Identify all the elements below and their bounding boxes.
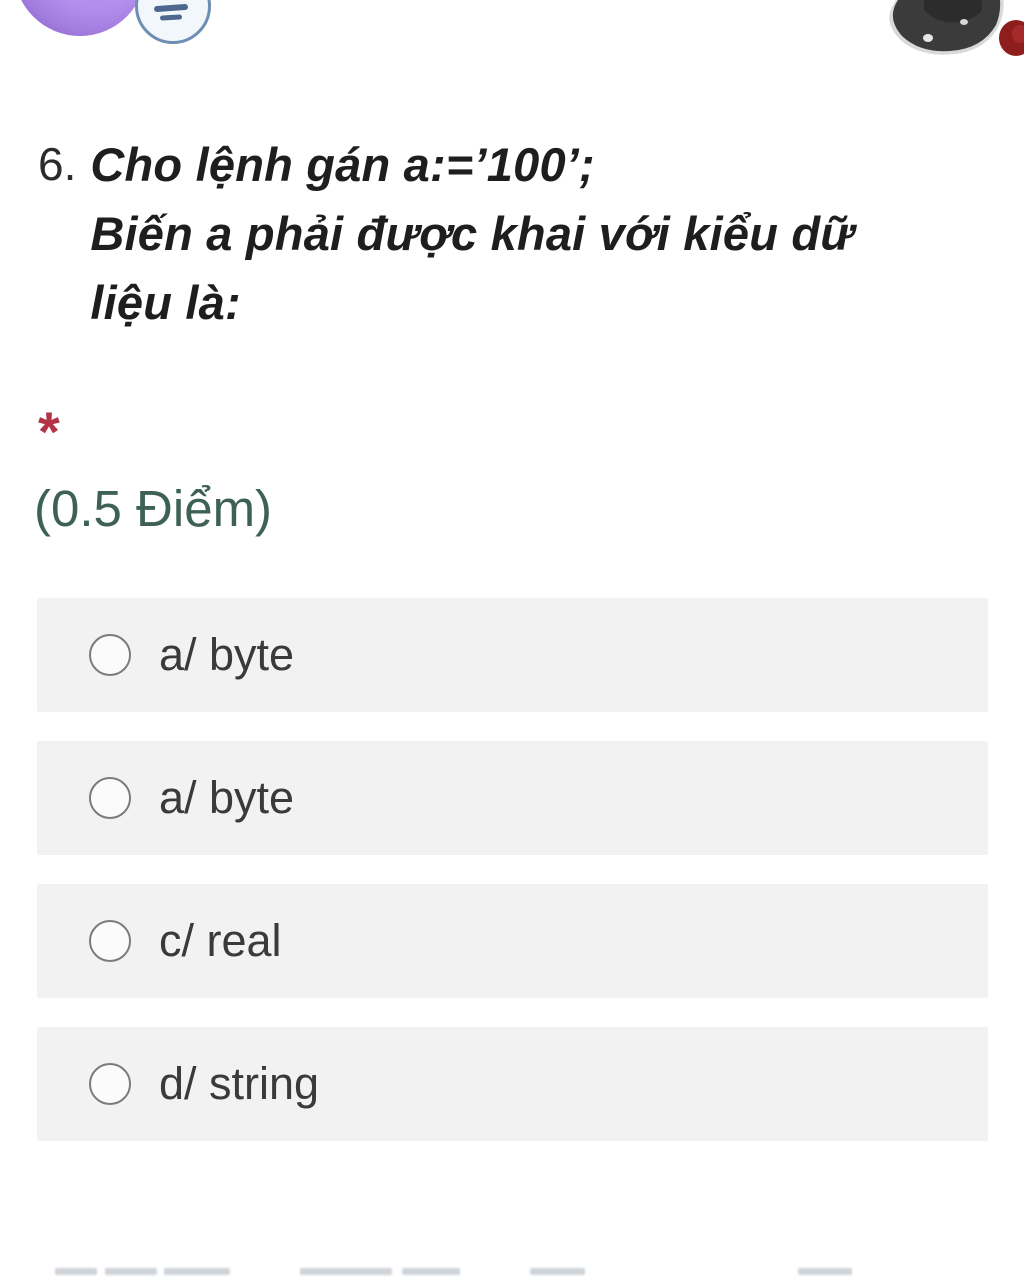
- points-label: (0.5 Điểm): [34, 480, 273, 537]
- option-row-a[interactable]: [37, 598, 988, 712]
- radio-button-icon[interactable]: [89, 1063, 131, 1105]
- question-number: 6.: [38, 138, 77, 190]
- question-line-1: Cho lệnh gán a:=’100’;: [90, 138, 595, 191]
- option-label: d/ string: [159, 1058, 320, 1109]
- cut-off-text-fragment: [798, 1268, 852, 1275]
- badge-mark: [160, 14, 182, 20]
- cut-off-text-fragment: [164, 1268, 230, 1275]
- cut-off-text-fragment: [300, 1268, 392, 1275]
- option-row-c[interactable]: [37, 884, 988, 998]
- white-speck: [923, 34, 933, 42]
- cut-off-text-fragment: [105, 1268, 157, 1275]
- option-row-b[interactable]: [37, 741, 988, 855]
- required-asterisk: *: [38, 400, 60, 463]
- option-row-d[interactable]: [37, 1027, 988, 1141]
- cut-off-text-marks: [0, 1266, 1024, 1278]
- question-line-3: liệu là:: [90, 276, 241, 329]
- badge-mark: [154, 4, 188, 12]
- question-text: [90, 130, 854, 337]
- option-label: c/ real: [159, 915, 282, 966]
- white-speck: [960, 19, 968, 25]
- option-label: a/ byte: [159, 772, 295, 823]
- radio-button-icon[interactable]: [89, 777, 131, 819]
- photo-fragment-decoration: [864, 0, 1024, 80]
- option-label: a/ byte: [159, 629, 295, 680]
- purple-circle-decoration: [14, 0, 146, 36]
- question-block: [38, 130, 968, 337]
- radio-button-icon[interactable]: [89, 920, 131, 962]
- cut-off-text-fragment: [530, 1268, 585, 1275]
- badge-circle-decoration: [135, 0, 211, 44]
- options-list: [37, 598, 988, 1170]
- cut-off-text-fragment: [55, 1268, 97, 1275]
- question-line-2: Biến a phải được khai với kiểu dữ: [90, 207, 855, 260]
- radio-button-icon[interactable]: [89, 634, 131, 676]
- cut-off-text-fragment: [402, 1268, 460, 1275]
